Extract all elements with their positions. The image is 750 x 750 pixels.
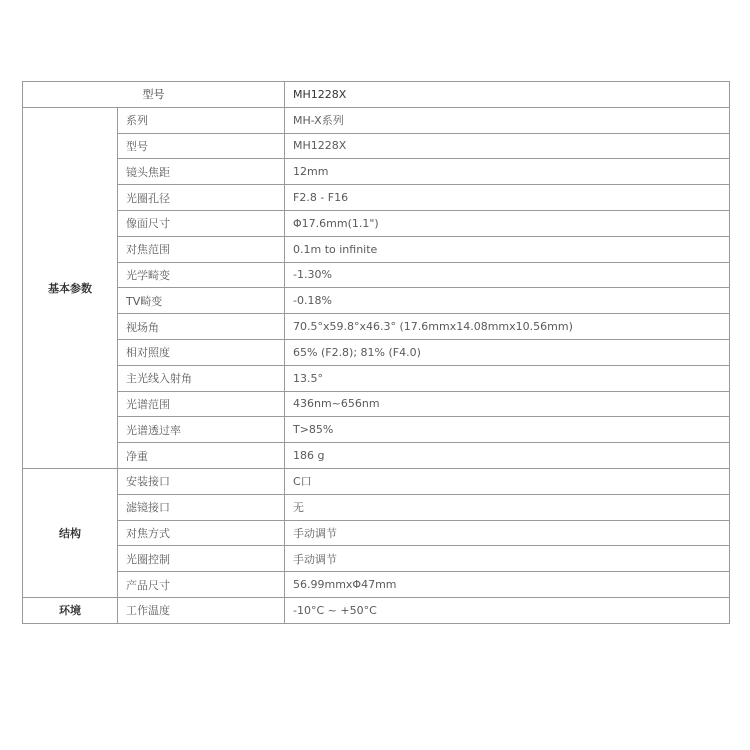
table-row [23, 314, 730, 340]
param-name: 安装接口 [118, 468, 285, 494]
param-name: 对焦范围 [118, 236, 285, 262]
param-name: 光圈孔径 [118, 185, 285, 211]
table-row [23, 288, 730, 314]
param-value: C口 [285, 468, 730, 494]
header-row [23, 82, 730, 108]
param-name: 光学畸变 [118, 262, 285, 288]
param-value: 13.5° [285, 365, 730, 391]
group-label: 环境 [23, 597, 118, 623]
group-label: 结构 [23, 468, 118, 597]
table-row [23, 443, 730, 469]
param-name: TV畸变 [118, 288, 285, 314]
param-value: MH-X系列 [285, 107, 730, 133]
param-name: 光圈控制 [118, 546, 285, 572]
param-name: 像面尺寸 [118, 210, 285, 236]
param-name: 光谱范围 [118, 391, 285, 417]
table-row [23, 391, 730, 417]
param-value: F2.8 - F16 [285, 185, 730, 211]
param-name: 主光线入射角 [118, 365, 285, 391]
param-value: -0.18% [285, 288, 730, 314]
param-value: 0.1m to infinite [285, 236, 730, 262]
table-row [23, 210, 730, 236]
param-value: 436nm~656nm [285, 391, 730, 417]
param-name: 相对照度 [118, 339, 285, 365]
param-name: 产品尺寸 [118, 572, 285, 598]
param-name: 系列 [118, 107, 285, 133]
table-row [23, 546, 730, 572]
table-row [23, 365, 730, 391]
param-value: 手动调节 [285, 546, 730, 572]
param-name: 视场角 [118, 314, 285, 340]
table-row [23, 185, 730, 211]
param-value: T>85% [285, 417, 730, 443]
param-name: 工作温度 [118, 597, 285, 623]
table-row [23, 236, 730, 262]
table-row [23, 572, 730, 598]
param-value: 70.5°x59.8°x46.3° (17.6mmx14.08mmx10.56mm) [285, 314, 730, 340]
param-name: 光谱透过率 [118, 417, 285, 443]
param-value: 手动调节 [285, 520, 730, 546]
param-value: -1.30% [285, 262, 730, 288]
param-value: -10°C ~ +50°C [285, 597, 730, 623]
param-value: MH1228X [285, 133, 730, 159]
param-value: Φ17.6mm(1.1") [285, 210, 730, 236]
table-row [23, 468, 730, 494]
param-name: 型号 [118, 133, 285, 159]
param-name: 对焦方式 [118, 520, 285, 546]
group-label: 基本参数 [23, 107, 118, 468]
param-value: 65% (F2.8); 81% (F4.0) [285, 339, 730, 365]
table-row [23, 133, 730, 159]
table-row [23, 159, 730, 185]
table-row [23, 339, 730, 365]
param-value: 无 [285, 494, 730, 520]
header-label: 型号 [23, 82, 285, 108]
param-name: 净重 [118, 443, 285, 469]
table-row [23, 597, 730, 623]
table-row [23, 262, 730, 288]
spec-table-body [23, 82, 730, 624]
param-name: 滤镜接口 [118, 494, 285, 520]
param-value: 56.99mmxΦ47mm [285, 572, 730, 598]
table-row [23, 520, 730, 546]
param-value: 186 g [285, 443, 730, 469]
spec-table [22, 81, 730, 624]
param-value: 12mm [285, 159, 730, 185]
table-row [23, 417, 730, 443]
table-row [23, 494, 730, 520]
param-name: 镜头焦距 [118, 159, 285, 185]
table-row [23, 107, 730, 133]
header-value: MH1228X [285, 82, 730, 108]
